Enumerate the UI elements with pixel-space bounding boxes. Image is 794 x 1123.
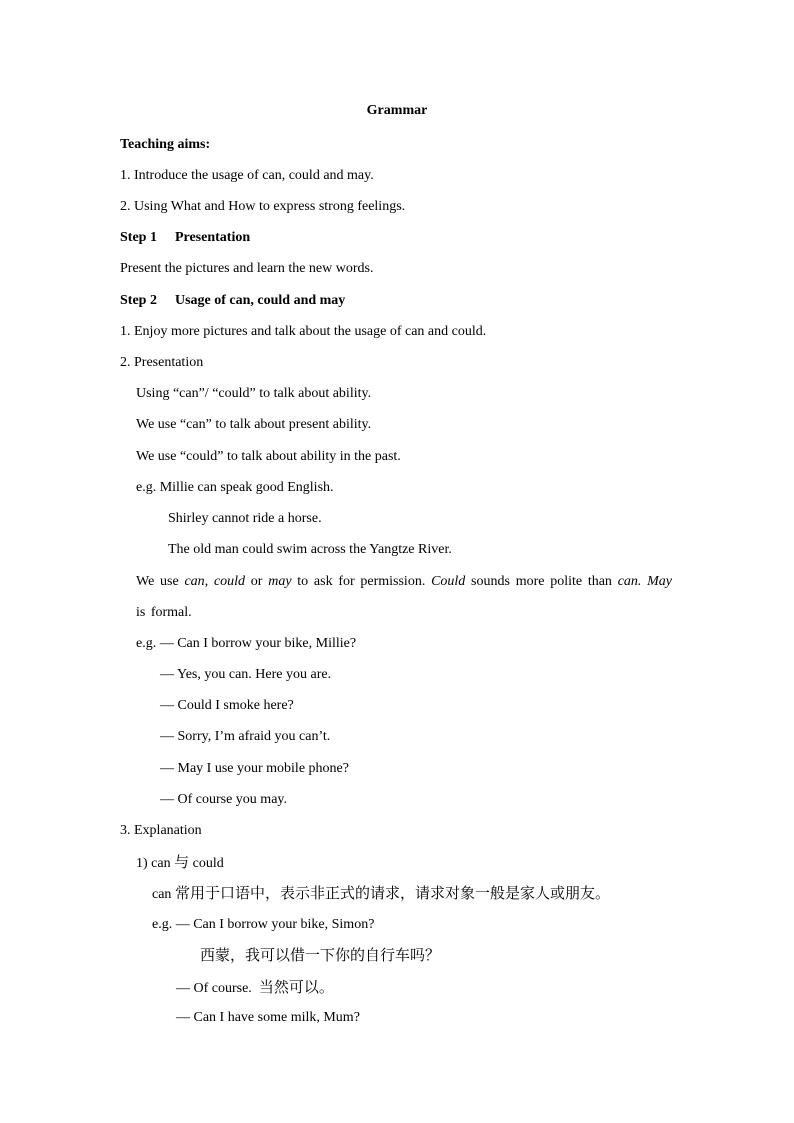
ability-line-2: We use “can” to talk about present ability. (136, 417, 372, 432)
can-usage-note-en: can (152, 887, 175, 902)
step2-item-2: 2. Presentation (120, 355, 204, 370)
sub-heading-and-cn: 与 (174, 853, 190, 871)
permission-can: can (184, 574, 205, 589)
permission-could: could (213, 574, 246, 589)
can-example-2-en: — Of course. (176, 981, 252, 996)
sub-heading-could: could (189, 856, 224, 871)
step2-item-1: 1. Enjoy more pictures and talk about the usage of can and could. (120, 324, 487, 339)
permission-text-4: is formal. (136, 605, 192, 620)
step1-text: Present the pictures and learn the new words. (120, 261, 374, 276)
can-usage-note-cn: 常用于口语中，表示非正式的请求，请求对象一般是家人或朋友。 (174, 884, 610, 902)
sub-heading-can: 1) can (136, 856, 175, 871)
permission-text-3: sounds more polite than (465, 574, 618, 589)
step1-title: Presentation (174, 230, 251, 245)
permission-can-may: can. May (617, 574, 673, 589)
permission-comma: , (204, 574, 214, 589)
permission-paragraph (136, 566, 672, 628)
step2-label: Step 2 (120, 293, 157, 308)
dialogue-line-4: — Sorry, I’m afraid you can’t. (160, 729, 331, 744)
dialogue-line-2: — Yes, you can. Here you are. (160, 667, 332, 682)
sub-heading-can-could (136, 853, 224, 873)
ability-line-3: We use “could” to talk about ability in the past. (136, 449, 401, 464)
dialogue-line-5: — May I use your mobile phone? (160, 761, 349, 776)
permission-may: may (268, 574, 292, 589)
can-example-3: — Can I have some milk, Mum? (176, 1010, 360, 1025)
permission-could-2: Could (431, 574, 466, 589)
ability-example-2: Shirley cannot ride a horse. (168, 511, 322, 526)
page-title: Grammar (366, 103, 428, 118)
step2-heading (120, 292, 345, 310)
can-example-2-cn: 当然可以。 (258, 978, 334, 996)
step1-label: Step 1 (120, 230, 157, 245)
dialogue-line-3: — Could I smoke here? (160, 698, 294, 713)
permission-or: or (245, 574, 269, 589)
step2-item-3: 3. Explanation (120, 823, 202, 838)
ability-example-1: e.g. Millie can speak good English. (136, 480, 334, 495)
ability-line-1: Using “can”/ “could” to talk about ability. (136, 386, 372, 401)
can-usage-note (152, 884, 610, 904)
step1-heading (120, 229, 250, 247)
aim-item-1: 1. Introduce the usage of can, could and may. (120, 168, 374, 183)
can-example-1-translation: 西蒙，我可以借一下你的自行车吗？ (200, 946, 441, 964)
permission-text-2: to ask for permission. (291, 574, 432, 589)
permission-text-1: We use (136, 574, 185, 589)
teaching-aims-heading: Teaching aims: (120, 137, 211, 152)
can-example-2 (176, 978, 334, 998)
dialogue-line-6: — Of course you may. (160, 792, 288, 807)
step2-title: Usage of can, could and may (174, 293, 346, 308)
can-example-1: e.g. — Can I borrow your bike, Simon? (152, 917, 375, 932)
aim-item-2: 2. Using What and How to express strong feelings. (120, 199, 406, 214)
dialogue-line-1: e.g. — Can I borrow your bike, Millie? (136, 636, 357, 651)
ability-example-3: The old man could swim across the Yangtze River. (168, 542, 452, 557)
